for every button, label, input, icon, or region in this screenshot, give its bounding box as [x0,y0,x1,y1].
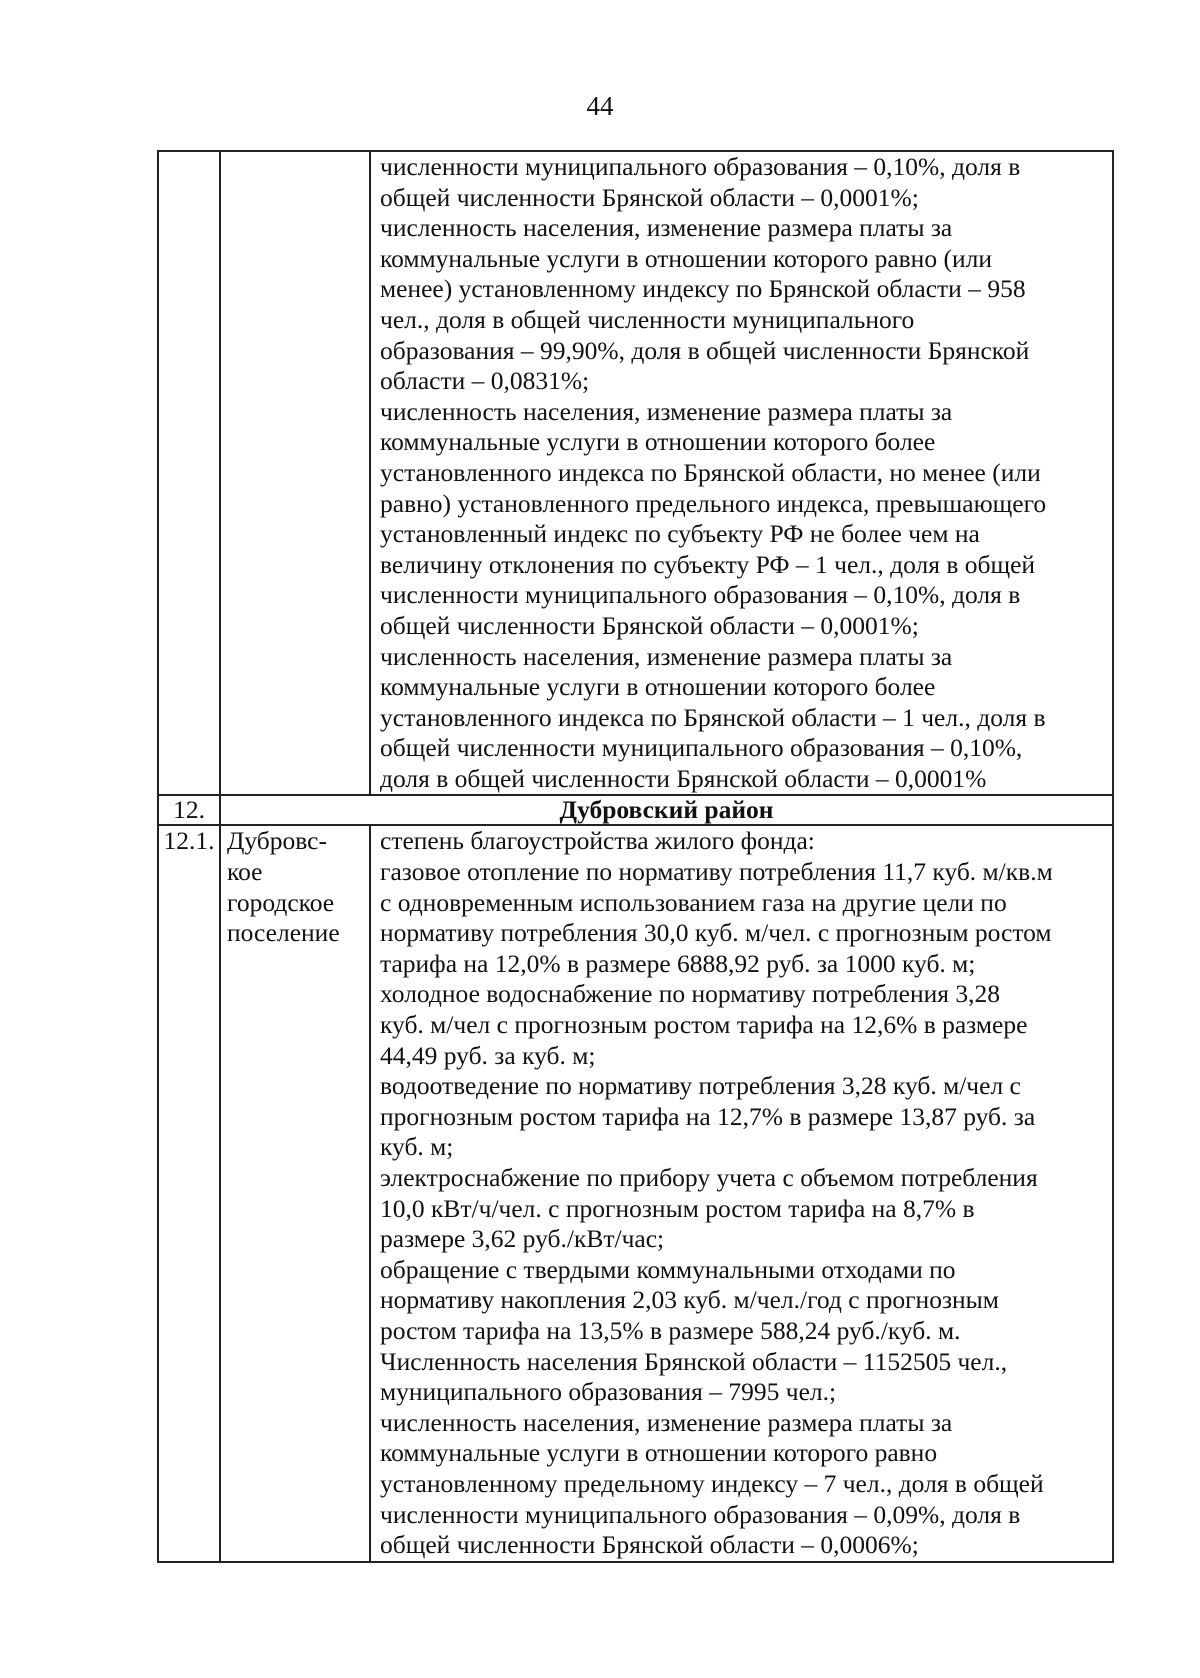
district-row [158,795,1113,825]
text-line: равно) установленного предельного индекса, превышающего [380,488,1047,518]
text-line: установленного индекса по Брянской области, но менее (или [380,457,1041,487]
district-number: 12. [158,795,220,825]
text-line: численности муниципального образования – 0,10%, доля в [380,152,1021,181]
text-line: ростом тарифа на 13,5% в размере 588,24 руб./куб. м. [380,1315,961,1345]
text-line: нормативу потребления 30,0 куб. м/чел. с прогнозным ростом [380,918,1052,948]
text-line: численность населения, изменение размера платы за [380,396,953,426]
text-line: образования – 99,90%, доля в общей численности Брянской [380,335,1030,365]
text-line: численности муниципального образования – 0,09%, доля в [380,1499,1021,1529]
text-line: установленному предельному индексу – 7 чел., доля в общей [380,1468,1044,1498]
text-line: общей численности Брянской области – 0,0006%; [380,1530,919,1560]
text-line: численность населения, изменение размера платы за [380,1407,953,1437]
text-line: коммунальные услуги в отношении которого более [380,672,936,702]
district-name: Дубровский район [220,795,1113,825]
continuation-name-cell [220,151,370,795]
text-line: численность населения, изменение размера платы за [380,641,953,671]
text-line: коммунальные услуги в отношении которого равно (или [380,243,992,273]
continuation-number-cell [158,151,220,795]
text-line: куб. м; [380,1132,454,1162]
entity-name-line: поселение [227,918,340,948]
entity-name-cell [220,825,370,1561]
text-line: холодное водоснабжение по нормативу потребления 3,28 [380,979,1000,1009]
text-line: коммунальные услуги в отношении которого равно [380,1438,938,1468]
text-line: куб. м/чел с прогнозным ростом тарифа на 12,6% в размере [380,1010,1028,1040]
continuation-text-cell [370,151,1113,795]
text-line: численность населения, изменение размера платы за [380,213,953,243]
text-line: электроснабжение по прибору учета с объемом потребления [380,1163,1038,1192]
continuation-row [158,151,1113,795]
text-line: с одновременным использованием газа на другие цели по [380,887,1007,917]
text-line: коммунальные услуги в отношении которого более [380,427,936,457]
text-line: нормативу накопления 2,03 куб. м/чел./год с прогнозным [380,1285,999,1315]
page-number: 44 [586,91,614,121]
text-line: обращение с твердыми коммунальными отходами по [380,1254,956,1284]
text-line: численности муниципального образования – 0,10%, доля в [380,580,1021,610]
text-line: тарифа на 12,0% в размере 6888,92 руб. за 1000 куб. м; [380,948,976,978]
text-line: размере 3,62 руб./кВт/час; [380,1224,665,1254]
text-line: 10,0 кВт/ч/чел. с прогнозным ростом тарифа на 8,7% в [380,1193,975,1223]
entity-name-line: Дубровс- [227,826,327,856]
text-line: области – 0,0831%; [380,366,590,396]
indices-table [157,150,1114,1563]
text-line: чел., доля в общей численности муниципального [380,304,915,334]
text-line: доля в общей численности Брянской области – 0,0001% [380,763,987,793]
text-line: менее) установленному индексу по Брянской области – 958 [380,274,1026,304]
text-line: муниципального образования – 7995 чел.; [380,1377,837,1407]
text-line: степень благоустройства жилого фонда: [380,826,815,856]
text-line: газовое отопление по нормативу потребления 11,7 куб. м/кв.м [380,857,1053,887]
text-line: прогнозным ростом тарифа на 12,7% в размере 13,87 руб. за [380,1101,1036,1131]
text-line: водоотведение по нормативу потребления 3,28 куб. м/чел с [380,1071,1021,1101]
text-line: общей численности муниципального образования – 0,10%, [380,733,1023,763]
entity-name-line: городское [227,887,335,917]
text-line: общей численности Брянской области – 0,0001%; [380,610,919,640]
text-line: Численность населения Брянской области – 1152505 чел., [380,1346,1008,1376]
entity-text-cell [370,825,1113,1561]
text-line: величину отклонения по субъекту РФ – 1 чел., доля в общей [380,549,1036,579]
entity-name-line: кое [227,857,263,887]
entity-row [158,825,1113,1561]
text-line: 44,49 руб. за куб. м; [380,1040,596,1070]
text-line: установленный индекс по субъекту РФ не более чем на [380,519,980,549]
text-line: установленного индекса по Брянской области – 1 чел., доля в [380,702,1046,732]
text-line: общей численности Брянской области – 0,0001%; [380,182,919,212]
entity-number: 12.1. [158,825,220,1561]
